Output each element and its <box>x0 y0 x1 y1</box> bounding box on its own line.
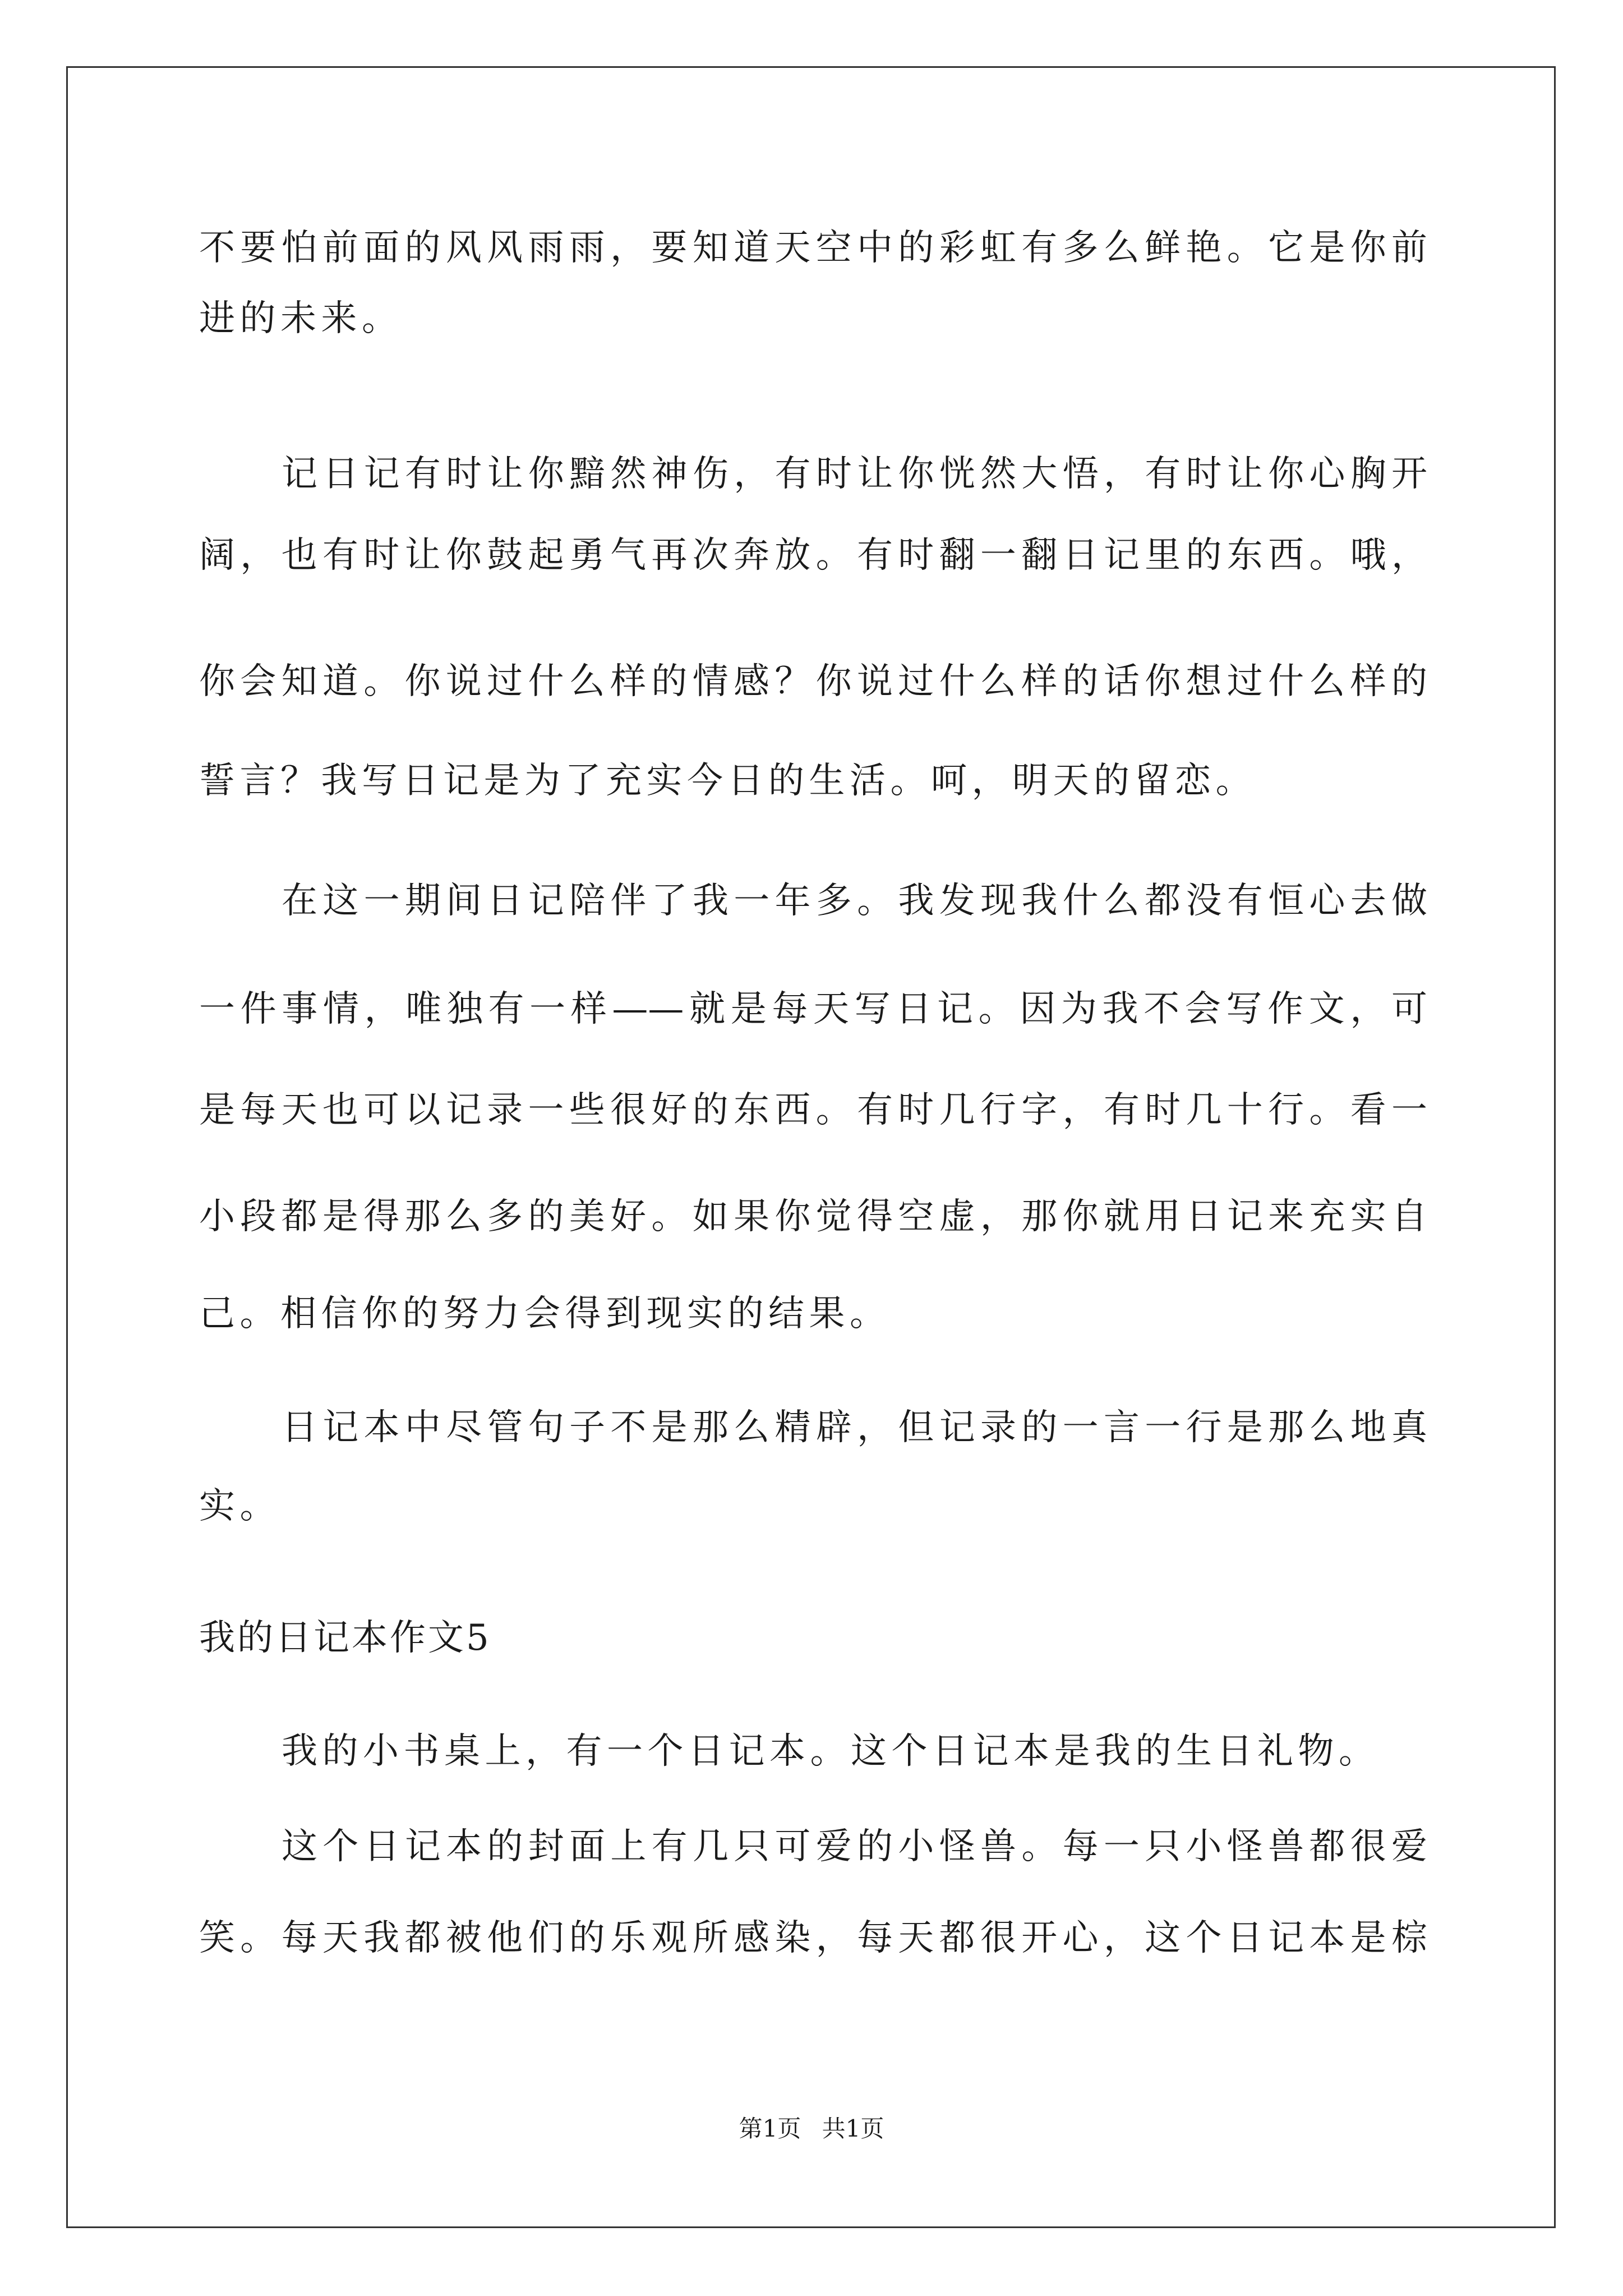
paragraph-line: 笑。每天我都被他们的乐观所感染，每天都很开心，这个日记本是棕 <box>199 1917 1427 1959</box>
paragraph-line: 你会知道。你说过什么样的情感？你说过什么样的话你想过什么样的 <box>199 661 1427 702</box>
paragraph-line: 这个日记本的封面上有几只可爱的小怪兽。每一只小怪兽都很爱 <box>282 1826 1427 1867</box>
paragraph-line: 己。相信你的努力会得到现实的结果。 <box>199 1293 891 1335</box>
paragraph-line: 进的未来。 <box>199 298 403 339</box>
paragraph-line: 不要怕前面的风风雨雨，要知道天空中的彩虹有多么鲜艳。它是你前 <box>199 227 1427 269</box>
paragraph-line: 誓言？我写日记是为了充实今日的生活。呵，明天的留恋。 <box>199 760 1256 802</box>
paragraph-line: 是每天也可以记录一些很好的东西。有时几行字，有时几十行。看一 <box>199 1089 1427 1131</box>
paragraph-line: 小段都是得那么多的美好。如果你觉得空虚，那你就用日记来充实自 <box>199 1196 1427 1237</box>
paragraph-line: 一件事情，唯独有一样——就是每天写日记。因为我不会写作文，可 <box>199 988 1427 1030</box>
paragraph-line: 实。 <box>199 1485 280 1527</box>
paragraph-line: 阔，也有时让你鼓起勇气再次奔放。有时翻一翻日记里的东西。哦， <box>199 535 1427 576</box>
page-border <box>66 66 1556 2228</box>
paragraph-line: 日记本中尽管句子不是那么精辟，但记录的一言一行是那么地真 <box>282 1407 1427 1448</box>
section-heading: 我的日记本作文5 <box>199 1617 491 1659</box>
paragraph-line: 我的小书桌上，有一个日记本。这个日记本是我的生日礼物。 <box>282 1731 1380 1772</box>
paragraph-line: 记日记有时让你黯然神伤，有时让你恍然大悟，有时让你心胸开 <box>282 453 1427 495</box>
paragraph-line: 在这一期间日记陪伴了我一年多。我发现我什么都没有恒心去做 <box>282 880 1427 922</box>
page-number-footer: 第1页 共1页 <box>739 2115 884 2142</box>
